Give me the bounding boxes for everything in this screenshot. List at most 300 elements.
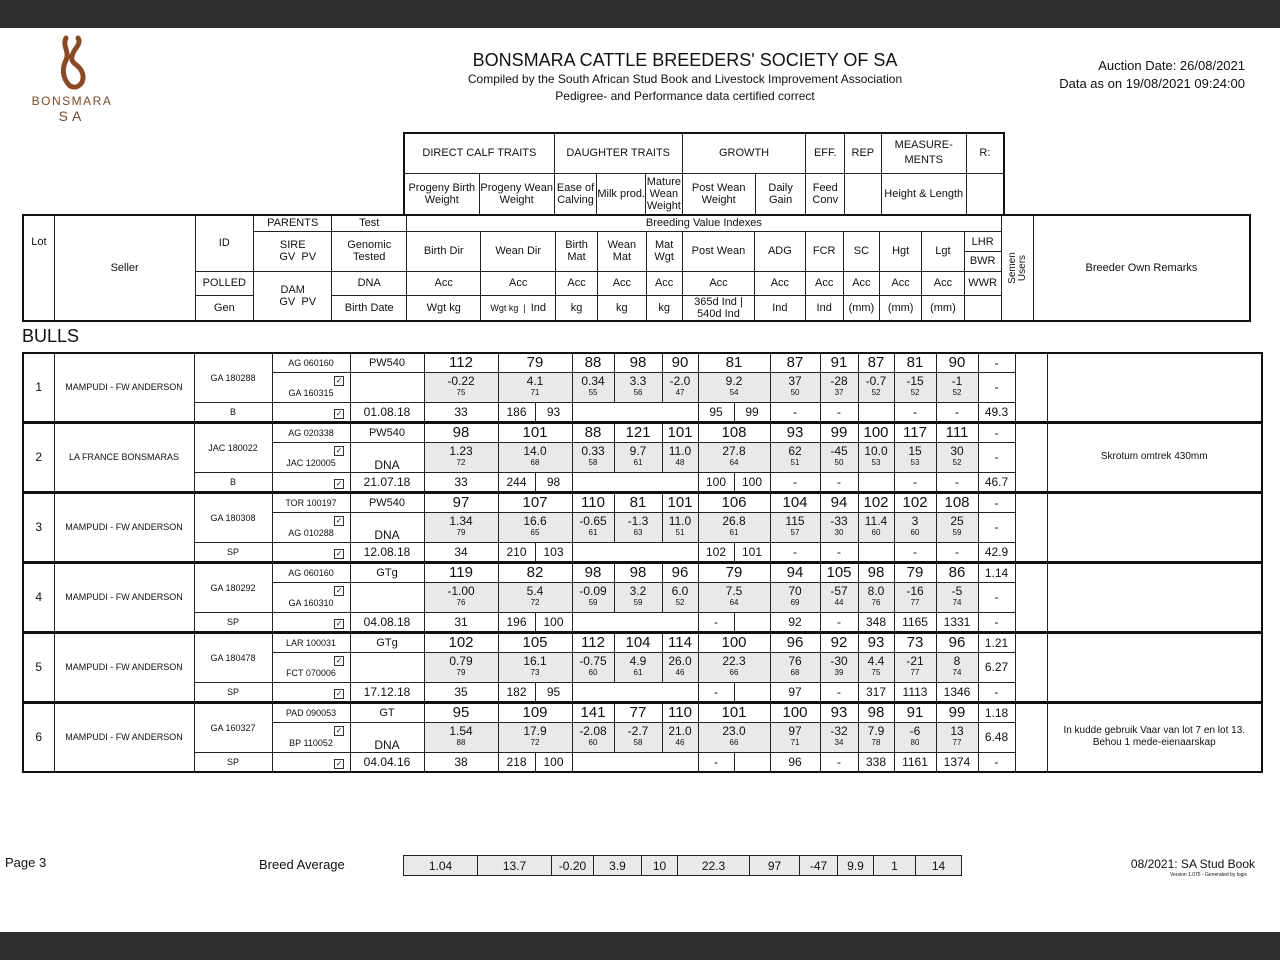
section-bulls: BULLS xyxy=(22,326,80,346)
group-rep: REP xyxy=(845,133,882,173)
col-lhr-bwr: LHR BWR xyxy=(964,231,1001,271)
w-fcr: - xyxy=(820,542,858,562)
bv-sc: 100 xyxy=(858,423,894,442)
bv-post-wean: 81 xyxy=(698,353,770,372)
w-adg: 97 xyxy=(770,682,820,702)
r-blank xyxy=(966,173,1004,215)
col-birth-dir: Birth Dir xyxy=(406,231,480,271)
breeder-remarks xyxy=(1047,563,1262,632)
acc-birth-dir: Acc xyxy=(406,271,480,295)
val-adg: 115 57 xyxy=(770,512,820,542)
wgt-birth: 33 xyxy=(424,402,498,422)
w-fcr: - xyxy=(820,682,858,702)
bv-wean-mat: 121 xyxy=(614,423,662,442)
group-eff: EFF. xyxy=(806,133,845,173)
bv-hgt: 91 xyxy=(894,703,936,722)
w-lgt: 1331 xyxy=(936,612,978,632)
w-adg: - xyxy=(770,472,820,492)
animal-id: GA 160327 xyxy=(194,703,272,752)
bv-fcr: 105 xyxy=(820,563,858,582)
col-bvi: Breeding Value Indexes xyxy=(406,215,1001,231)
breed-average-value: 10 xyxy=(642,856,678,876)
bv-sc: 102 xyxy=(858,493,894,512)
bv-lhr: 1.14 xyxy=(978,563,1015,582)
w-540d: 100 xyxy=(734,472,770,492)
bv-wean-dir: 109 xyxy=(498,703,572,722)
unit-blank xyxy=(964,295,1001,321)
val-mat-wgt: 26.0 46 xyxy=(662,652,698,682)
bv-post-wean: 101 xyxy=(698,703,770,722)
seller-name: MAMPUDI - FW ANDERSON xyxy=(54,703,194,772)
lot-number: 5 xyxy=(23,633,54,702)
seller-name: MAMPUDI - FW ANDERSON xyxy=(54,353,194,422)
lot-block xyxy=(22,422,1263,493)
bottom-dark-bar xyxy=(0,932,1280,960)
mat-blank xyxy=(572,752,698,772)
bv-post-wean: 79 xyxy=(698,563,770,582)
acc-mat-wgt: Acc xyxy=(646,271,682,295)
seller-name: LA FRANCE BONSMARAS xyxy=(54,423,194,492)
val-fcr: -32 34 xyxy=(820,722,858,752)
bv-birth-dir: 102 xyxy=(424,633,498,652)
birth-date: 04.04.16 xyxy=(350,752,424,772)
bv-adg: 100 xyxy=(770,703,820,722)
unit-kg-1: kg xyxy=(555,295,597,321)
acc-adg: Acc xyxy=(755,271,805,295)
val-wean-mat: -2.7 58 xyxy=(614,722,662,752)
breeder-remarks xyxy=(1047,633,1262,702)
mat-blank xyxy=(572,402,698,422)
w-lgt: 1346 xyxy=(936,682,978,702)
polled-gen: SP xyxy=(194,612,272,632)
lot-number: 2 xyxy=(23,423,54,492)
acc-wean-mat: Acc xyxy=(598,271,646,295)
bv-lhr: 1.21 xyxy=(978,633,1015,652)
page-subtitle-1: Compiled by the South African Stud Book and Livestock Improvement Association xyxy=(467,72,903,86)
val-adg: 97 71 xyxy=(770,722,820,752)
height-length: Height & Length xyxy=(881,173,966,215)
col-birth-date: Birth Date xyxy=(332,295,406,321)
val-wean-dir: 16.1 73 xyxy=(498,652,572,682)
val-post-wean: 7.5 64 xyxy=(698,582,770,612)
bv-fcr: 94 xyxy=(820,493,858,512)
mat-blank xyxy=(572,682,698,702)
val-fcr: -28 37 xyxy=(820,372,858,402)
bv-wean-dir: 82 xyxy=(498,563,572,582)
lot-number: 4 xyxy=(23,563,54,632)
check-icon: ✓ xyxy=(334,376,344,386)
col-parents: PARENTS xyxy=(253,215,332,231)
col-seller: Seller xyxy=(54,215,195,321)
val-lgt: 25 59 xyxy=(936,512,978,542)
val-wean-mat: 3.2 59 xyxy=(614,582,662,612)
w-365d: 100 xyxy=(698,472,734,492)
dna-flag xyxy=(350,652,424,682)
dna-flag: DNA xyxy=(350,512,424,542)
bv-adg: 104 xyxy=(770,493,820,512)
acc-sc: Acc xyxy=(843,271,879,295)
w-hgt: - xyxy=(894,472,936,492)
val-hgt: -15 52 xyxy=(894,372,936,402)
w-adg: - xyxy=(770,402,820,422)
seller-name: MAMPUDI - FW ANDERSON xyxy=(54,493,194,562)
w-wwr: 42.9 xyxy=(978,542,1015,562)
val-fcr: -33 30 xyxy=(820,512,858,542)
bv-lgt: 96 xyxy=(936,633,978,652)
page-title: BONSMARA CATTLE BREEDERS' SOCIETY OF SA xyxy=(472,50,898,70)
wean-ind: 100 xyxy=(535,612,572,632)
group-direct-calf: DIRECT CALF TRAITS xyxy=(404,133,554,173)
lot-block xyxy=(22,562,1263,633)
val-wean-mat: -1.3 63 xyxy=(614,512,662,542)
animal-id: GA 180292 xyxy=(194,563,272,612)
w-hgt: 1113 xyxy=(894,682,936,702)
bv-mat-wgt: 96 xyxy=(662,563,698,582)
w-540d xyxy=(734,682,770,702)
val-lgt: -1 52 xyxy=(936,372,978,402)
bv-adg: 87 xyxy=(770,353,820,372)
bv-sc: 87 xyxy=(858,353,894,372)
progeny-wean-weight: Progeny Wean Weight xyxy=(479,173,554,215)
bv-wean-dir: 101 xyxy=(498,423,572,442)
bv-fcr: 93 xyxy=(820,703,858,722)
test-code: PW540 xyxy=(350,493,424,512)
w-fcr: - xyxy=(820,402,858,422)
val-post-wean: 23.0 66 xyxy=(698,722,770,752)
col-wean-mat: Wean Mat xyxy=(598,231,646,271)
bv-wean-mat: 81 xyxy=(614,493,662,512)
col-post-wean: Post Wean xyxy=(682,231,754,271)
val-wean-dir: 5.4 72 xyxy=(498,582,572,612)
bv-wean-mat: 77 xyxy=(614,703,662,722)
unit-mm-hgt: (mm) xyxy=(880,295,922,321)
bv-hgt: 79 xyxy=(894,563,936,582)
dna-flag: DNA xyxy=(350,442,424,472)
lot-block xyxy=(22,702,1263,773)
bv-hgt: 73 xyxy=(894,633,936,652)
breeder-remarks xyxy=(1047,353,1262,422)
check-icon: ✓ xyxy=(334,479,344,489)
acc-lgt: Acc xyxy=(922,271,964,295)
unit-mm-lgt: (mm) xyxy=(922,295,964,321)
seller-name: MAMPUDI - FW ANDERSON xyxy=(54,563,194,632)
w-lgt: - xyxy=(936,402,978,422)
bv-wean-dir: 107 xyxy=(498,493,572,512)
auction-date: Auction Date: 26/08/2021 xyxy=(1098,58,1245,73)
val-wean-dir: 4.1 71 xyxy=(498,372,572,402)
val-birth-mat: -2.08 60 xyxy=(572,722,614,752)
logo xyxy=(22,34,122,129)
w-365d: 95 xyxy=(698,402,734,422)
w-365d: - xyxy=(698,612,734,632)
val-lgt: -5 74 xyxy=(936,582,978,612)
polled-gen: SP xyxy=(194,542,272,562)
version: Version 1.075 - Generated by logix xyxy=(1170,872,1247,878)
dam-id: ✓ AG 010288 xyxy=(272,512,350,542)
bv-birth-mat: 141 xyxy=(572,703,614,722)
w-adg: 96 xyxy=(770,752,820,772)
wean-ind: 100 xyxy=(535,752,572,772)
val-bwr: - xyxy=(978,442,1015,472)
check-icon: ✓ xyxy=(334,726,344,736)
bv-wean-mat: 98 xyxy=(614,563,662,582)
seller-name: MAMPUDI - FW ANDERSON xyxy=(54,633,194,702)
rep-blank xyxy=(845,173,882,215)
bv-wean-mat: 104 xyxy=(614,633,662,652)
data-as-on: Data as on 19/08/2021 09:24:00 xyxy=(1059,76,1245,91)
val-mat-wgt: -2.0 47 xyxy=(662,372,698,402)
bv-sc: 98 xyxy=(858,563,894,582)
val-birth-mat: -0.65 61 xyxy=(572,512,614,542)
w-wwr: - xyxy=(978,612,1015,632)
bv-birth-mat: 110 xyxy=(572,493,614,512)
ease-of-calving: Ease of Calving xyxy=(554,173,597,215)
val-birth-dir: 1.54 88 xyxy=(424,722,498,752)
w-adg: - xyxy=(770,542,820,562)
stud-book: 08/2021: SA Stud Book xyxy=(1130,857,1255,871)
breeder-remarks: Skrotum omtrek 430mm xyxy=(1047,423,1262,492)
semen-users-cell xyxy=(1015,563,1047,632)
col-test: Test xyxy=(332,215,406,231)
bv-birth-mat: 112 xyxy=(572,633,614,652)
bv-mat-wgt: 101 xyxy=(662,423,698,442)
bv-fcr: 92 xyxy=(820,633,858,652)
bv-mat-wgt: 90 xyxy=(662,353,698,372)
bv-lgt: 90 xyxy=(936,353,978,372)
wgt-birth: 33 xyxy=(424,472,498,492)
val-birth-mat: 0.33 58 xyxy=(572,442,614,472)
dam-id: ✓ BP 110052 xyxy=(272,722,350,752)
w-sc xyxy=(858,402,894,422)
sire-id: PAD 090053 xyxy=(272,703,350,722)
group-r: R: xyxy=(966,133,1004,173)
bv-sc: 98 xyxy=(858,703,894,722)
w-lgt: - xyxy=(936,542,978,562)
bv-hgt: 81 xyxy=(894,353,936,372)
col-sc: SC xyxy=(843,231,879,271)
w-540d xyxy=(734,612,770,632)
w-wwr: 49.3 xyxy=(978,402,1015,422)
col-genomic: Genomic Tested xyxy=(332,231,406,271)
bv-lgt: 108 xyxy=(936,493,978,512)
bv-post-wean: 108 xyxy=(698,423,770,442)
bv-wean-dir: 105 xyxy=(498,633,572,652)
val-hgt: -21 77 xyxy=(894,652,936,682)
post-wean-weight: Post Wean Weight xyxy=(682,173,755,215)
bv-birth-dir: 95 xyxy=(424,703,498,722)
sire-id: AG 020338 xyxy=(272,423,350,442)
bv-sc: 93 xyxy=(858,633,894,652)
polled-gen: SP xyxy=(194,752,272,772)
page-subtitle-2: Pedigree- and Performance data certified correct xyxy=(555,89,815,103)
feed-conv: Feed Conv xyxy=(806,173,845,215)
semen-users-cell xyxy=(1015,633,1047,702)
wgt-wean: 218 xyxy=(498,752,535,772)
val-birth-dir: -1.00 76 xyxy=(424,582,498,612)
w-540d: 99 xyxy=(734,402,770,422)
col-birth-mat: Birth Mat xyxy=(555,231,597,271)
val-mat-wgt: 11.0 51 xyxy=(662,512,698,542)
unit-kg-3: kg xyxy=(646,295,682,321)
test-code: GTg xyxy=(350,633,424,652)
logo-sub: SA xyxy=(58,108,86,124)
bv-birth-dir: 119 xyxy=(424,563,498,582)
val-mat-wgt: 21.0 46 xyxy=(662,722,698,752)
w-fcr: - xyxy=(820,612,858,632)
group-daughter: DAUGHTER TRAITS xyxy=(554,133,682,173)
w-365d: - xyxy=(698,752,734,772)
val-post-wean: 22.3 66 xyxy=(698,652,770,682)
bv-mat-wgt: 101 xyxy=(662,493,698,512)
bv-birth-mat: 98 xyxy=(572,563,614,582)
acc-wean-dir: Acc xyxy=(481,271,555,295)
w-sc: 317 xyxy=(858,682,894,702)
wgt-wean: 182 xyxy=(498,682,535,702)
val-wean-mat: 4.9 61 xyxy=(614,652,662,682)
col-id: ID xyxy=(195,215,253,271)
val-wean-dir: 14.0 68 xyxy=(498,442,572,472)
val-adg: 37 50 xyxy=(770,372,820,402)
check-icon: ✓ xyxy=(334,516,344,526)
unit-wean: Wgt kg | Ind xyxy=(481,295,555,321)
w-540d xyxy=(734,752,770,772)
check-icon: ✓ xyxy=(334,656,344,666)
val-lgt: 8 74 xyxy=(936,652,978,682)
val-sc: 8.0 76 xyxy=(858,582,894,612)
dna-flag: DNA xyxy=(350,722,424,752)
acc-hgt: Acc xyxy=(880,271,922,295)
wgt-wean: 186 xyxy=(498,402,535,422)
bv-lhr: - xyxy=(978,493,1015,512)
wgt-birth: 38 xyxy=(424,752,498,772)
val-hgt: 15 53 xyxy=(894,442,936,472)
wgt-wean: 210 xyxy=(498,542,535,562)
column-header xyxy=(22,214,1251,322)
semen-users-cell xyxy=(1015,493,1047,562)
w-lgt: 1374 xyxy=(936,752,978,772)
top-dark-bar xyxy=(0,0,1280,28)
mat-blank xyxy=(572,472,698,492)
trait-group-header xyxy=(403,132,1005,216)
sire-id: TOR 100197 xyxy=(272,493,350,512)
bv-wean-mat: 98 xyxy=(614,353,662,372)
bv-mat-wgt: 110 xyxy=(662,703,698,722)
col-hgt: Hgt xyxy=(880,231,922,271)
wean-ind: 95 xyxy=(535,682,572,702)
bv-adg: 93 xyxy=(770,423,820,442)
animal-id: JAC 180022 xyxy=(194,423,272,472)
wean-ind: 93 xyxy=(535,402,572,422)
bv-hgt: 117 xyxy=(894,423,936,442)
animal-id: GA 180308 xyxy=(194,493,272,542)
val-sc: 11.4 60 xyxy=(858,512,894,542)
test-code: GT xyxy=(350,703,424,722)
milk-prod: Milk prod. xyxy=(597,173,646,215)
w-adg: 92 xyxy=(770,612,820,632)
bv-birth-mat: 88 xyxy=(572,353,614,372)
bv-birth-dir: 97 xyxy=(424,493,498,512)
val-mat-wgt: 11.0 48 xyxy=(662,442,698,472)
dam-check xyxy=(272,542,350,562)
breeder-remarks: In kudde gebruik Vaar van lot 7 en lot 13. Behou 1 mede-eienaarskap xyxy=(1047,703,1262,772)
breed-average-value: 13.7 xyxy=(478,856,552,876)
breed-average-value: -47 xyxy=(800,856,838,876)
val-hgt: -16 77 xyxy=(894,582,936,612)
val-birth-dir: -0.22 75 xyxy=(424,372,498,402)
col-lgt: Lgt xyxy=(922,231,964,271)
w-wwr: - xyxy=(978,682,1015,702)
bv-lgt: 86 xyxy=(936,563,978,582)
check-icon: ✓ xyxy=(334,446,344,456)
unit-mm-sc: (mm) xyxy=(843,295,879,321)
bv-lgt: 111 xyxy=(936,423,978,442)
val-lgt: 30 52 xyxy=(936,442,978,472)
val-fcr: -30 39 xyxy=(820,652,858,682)
birth-date: 12.08.18 xyxy=(350,542,424,562)
w-540d: 101 xyxy=(734,542,770,562)
bv-post-wean: 106 xyxy=(698,493,770,512)
w-hgt: 1161 xyxy=(894,752,936,772)
check-icon: ✓ xyxy=(334,549,344,559)
group-growth: GROWTH xyxy=(682,133,806,173)
col-polled: POLLED xyxy=(195,271,253,295)
check-icon: ✓ xyxy=(334,586,344,596)
test-code: PW540 xyxy=(350,353,424,372)
dam-id: ✓ GA 160310 xyxy=(272,582,350,612)
wgt-wean: 196 xyxy=(498,612,535,632)
bv-adg: 94 xyxy=(770,563,820,582)
breed-average-value: -0.20 xyxy=(552,856,594,876)
val-mat-wgt: 6.0 52 xyxy=(662,582,698,612)
progeny-birth-weight: Progeny Birth Weight xyxy=(404,173,479,215)
col-mat-wgt: Mat Wgt xyxy=(646,231,682,271)
val-adg: 70 69 xyxy=(770,582,820,612)
sire-id: AG 060160 xyxy=(272,353,350,372)
birth-date: 01.08.18 xyxy=(350,402,424,422)
daily-gain: Daily Gain xyxy=(755,173,806,215)
polled-gen: SP xyxy=(194,682,272,702)
logo-text: BONSMARA xyxy=(31,94,113,108)
val-birth-dir: 1.34 79 xyxy=(424,512,498,542)
acc-birth-mat: Acc xyxy=(555,271,597,295)
test-code: GTg xyxy=(350,563,424,582)
val-hgt: 3 60 xyxy=(894,512,936,542)
dam-check xyxy=(272,612,350,632)
bv-lhr: 1.18 xyxy=(978,703,1015,722)
w-hgt: - xyxy=(894,542,936,562)
w-sc xyxy=(858,472,894,492)
val-lgt: 13 77 xyxy=(936,722,978,752)
col-wwr: WWR xyxy=(964,271,1001,295)
val-wean-mat: 3.3 56 xyxy=(614,372,662,402)
check-icon: ✓ xyxy=(334,689,344,699)
dna-flag xyxy=(350,372,424,402)
w-sc: 338 xyxy=(858,752,894,772)
val-birth-mat: 0.34 55 xyxy=(572,372,614,402)
bv-birth-dir: 112 xyxy=(424,353,498,372)
breed-average-label: Breed Average xyxy=(259,857,345,872)
mat-blank xyxy=(572,542,698,562)
w-fcr: - xyxy=(820,752,858,772)
birth-date: 04.08.18 xyxy=(350,612,424,632)
val-birth-dir: 1.23 72 xyxy=(424,442,498,472)
col-remarks: Breeder Own Remarks xyxy=(1033,215,1250,321)
w-hgt: 1165 xyxy=(894,612,936,632)
acc-post-wean: Acc xyxy=(682,271,754,295)
acc-fcr: Acc xyxy=(805,271,843,295)
page-number: Page 3 xyxy=(5,855,47,870)
wgt-birth: 34 xyxy=(424,542,498,562)
